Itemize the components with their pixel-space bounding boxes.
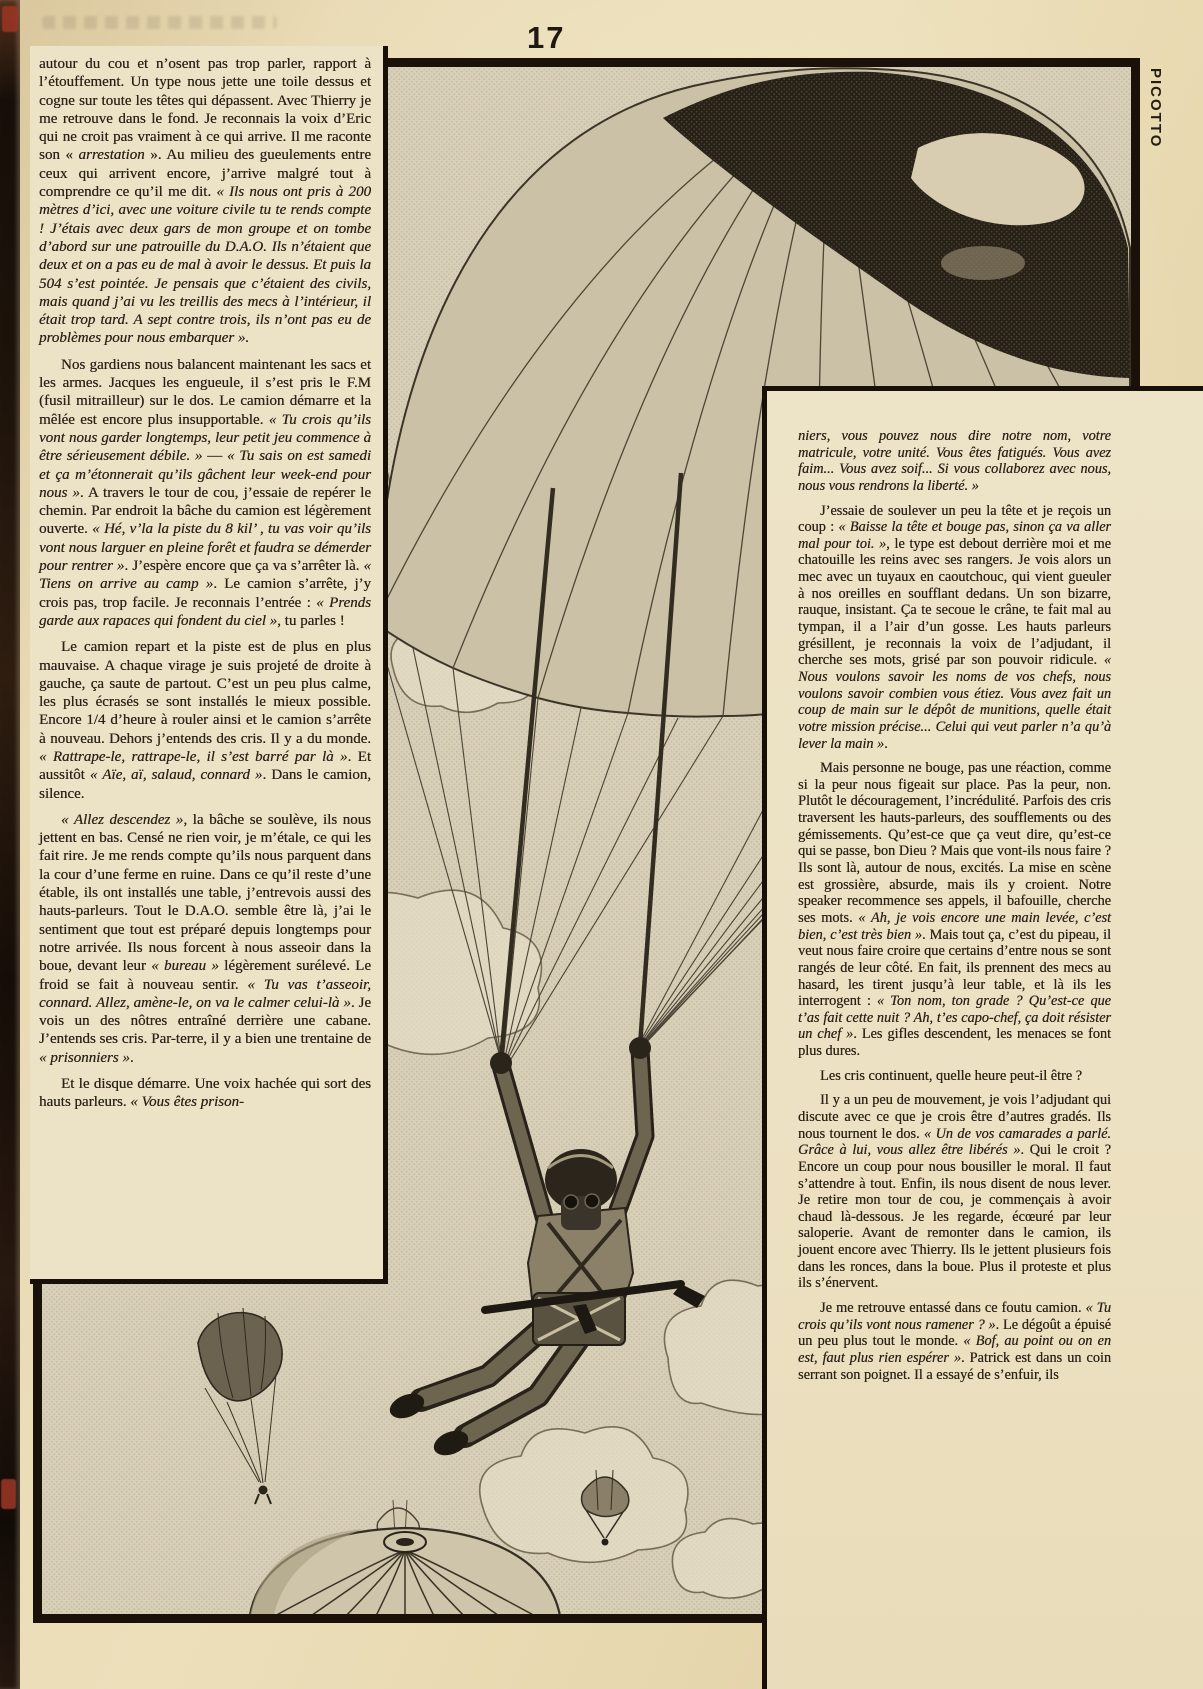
paragraph: Je me retrouve entassé dans ce foutu camion. « Tu crois qu’ils vont nous ramener ? ». Le dégoût a épuisé un peu plus tout le monde. « Bof, au point ou on en est, faut plus rien espérer ». Patrick est dans un coin serrant son poignet. Il a essayé de s’enfuir, ils xyxy=(798,1300,1112,1383)
paragraph: Le camion repart et la piste est de plus en plus mauvaise. A chaque virage je suis projeté de droite à gauche, ça saute de partout. C’est un peu plus calme, les plus écrasés se sont installés le mieux possible. Encore 1/4 d’heure à rouler ainsi et le camion s’arrête à nouveau. Dehors j’entends des cris. Il y a du monde. « Rattrape-le, rattrape-le, il s’est barré par là ». Et aussitôt « Aïe, aï, salaud, connard ». Dans le camion, silence. xyxy=(39,639,371,802)
left-text-column xyxy=(30,46,388,1284)
paragraph: Et le disque démarre. Une voix hachée qui sort des hauts parleurs. « Vous êtes prison- xyxy=(39,1076,371,1111)
red-ink-mark xyxy=(1,1479,16,1509)
page-number: 17 xyxy=(527,20,566,55)
binding-strip xyxy=(0,0,20,1689)
paragraph: autour du cou et n’osent pas trop parler, rapport à l’étouffement. Un type nous jette une toile dessus et cogne sur toute les têtes qui dépassent. Avec Thierry je me retrouve dans le fond. Je reconnais la voix d’Eric qui ne croit pas vraiment à ce qui arrive. Il me raconte son « arrestation ». Au milieu des gueulements entre ceux qui arrivent encore, j’arrive malgré tout à comprendre ce qu’il me dit. « Ils nous ont pris à 200 mètres d’ici, avec une voiture civile tu te rends compte ! J’étais avec deux gars de mon groupe et on tombe d’abord sur une patrouille du D.A.O. Ils n’étaient que deux et on a pas eu de mal à avoir le dessus. Et puis la 504 s’est pointée. Je pensais que c’étaient des civils, mais quand j’ai vu les treillis des mecs à l’intérieur, il était trop tard. A sept contre trois, ils n’ont pas eu de problèmes pour nous embarquer ». xyxy=(39,56,372,347)
paragraph: Nos gardiens nous balancent maintenant les sacs et les armes. Jacques les engueule, il s’est pris le F.M (fusil mitrailleur) sur le dos. Le camion démarre et la mêlée est encore plus insupportable. « Tu crois qu’ils vont nous garder longtemps, leur petit jeu commence à être sérieusement débile. » — « Tu sais on est samedi et ça m’étonnerait qu’ils gâchent leur week-end pour nous ». A travers le tour de cou, j’essaie de repérer le chemin. Par endroit la bâche du camion est légèrement ouverte. « Hé, v’la la piste du 8 kil’ , tu vas voir qu’ils vont nous larguer en pleine forêt et faudra se démerder pour rentrer ». J’espère encore que ça va s’arrêter là. « Tiens on arrive au camp ». Le camion s’arrête, j’y crois pas, trop facile. Je reconnais l’entrée : « Prends garde aux rapaces qui fondent du ciel », tu parles ! xyxy=(39,356,371,629)
hand xyxy=(629,1037,651,1059)
hand xyxy=(490,1052,512,1074)
paragraph: Il y a un peu de mouvement, je vois l’adjudant qui discute avec ce que je crois être d’autres gradés. Ils nous tournent le dos. « Un de vos camarades a parlé. Grâce à lui, vous allez être libérés ». Qui le croit ? Encore un coup pour nous bousiller le moral. Il faut s’attendre à tout. Enfin, ils nous disent de nous lever. Je retire mon tour de cou, je commençais à avoir chaud là-dessous. Je les regarde, écœuré par leur saloperie. Avant de remonter dans le camion, ils jouent encore avec Thierry. Ils le jettent plusieurs fois dans les ronces, dans la boue. Plus il proteste et plus ils s’énervent. xyxy=(798,1092,1111,1292)
red-ink-mark xyxy=(2,6,18,32)
right-text-column xyxy=(762,386,1203,1689)
paragraph: J’essaie de soulever un peu la tête et je reçois un coup : « Baisse la tête et bouge pas, sinon ça va aller mal pour toi. », le type est debout derrière moi et me chatouille les reins avec ses rangers. Je vois alors un mec avec un tuyaux en caoutchouc, qui vient gueuler à nos oreilles en soufflant dedans. Un son bizarre, rauque, insistant. Ça te secoue le crâne, te fait mal au tympan, il a l’air d’un gosse. Les hauts parleurs grésillent, je reconnais la voix de l’adjudant, il cherche ses mots, grisé par son pouvoir ridicule. « Nous voulons savoir les noms de vos chefs, nous voulons savoir combien vous étiez. Vous avez fait un coup de main sur le dépôt de munitions, quelle était votre mission précise... Celui qui veut parler n’a qu’à lever la main ». xyxy=(798,502,1111,752)
paragraph: « Allez descendez », la bâche se soulève, ils nous jettent en bas. Censé ne rien voir, je m’étale, ce qui les fait rire. Je me rends compte qu’ils nous parquent dans la cour d’une ferme en ruine. Dans ce qu’il reste d’une étable, ils ont installés une table, j’entrevois aussi des hauts-parleurs. Tout le D.A.O. semble être là, j’ai le sentiment que tout est préparé depuis longtemps pour notre arrivée. Ils nous forcent à nous asseoir dans la boue, devant leur « bureau » légèrement surélevé. Le froid se fait à nouveau sentir. « Tu vas t’asseoir, connard. Allez, amène-le, on va le calmer celui-là ». Je vois un des nôtres entraîné derrière une cabane. J’entends ses cris. Par-terre, il y a bien une trentaine de « prisonniers ». xyxy=(39,811,372,1066)
goggle xyxy=(564,1195,578,1209)
paragraph: Les cris continuent, quelle heure peut-il être ? xyxy=(820,1067,1083,1084)
show-through-smudge xyxy=(42,16,277,29)
paragraph: Mais personne ne bouge, pas une réaction, comme si la peur nous figeait sur place. Pas la peur, non. Plutôt le découragement, l’incrédulité. Parfois des cris traversent les hauts-parleurs, des soufflements ou des gémissements. Qu’est-ce que ça veut dire, qu’est-ce qui se passe, bon Dieu ? Mais que vont-ils nous faire ? Ils sont là, autour de nous, excités. La mise en scène est grossière, absurde, mais ils y croient. Notre speaker recommence ses appels, il bafouille, cherche ses mots. « Ah, je vois encore une main levée, c’est bien, c’est très bien ». Mais tout ça, c’est du pipeau, il veut nous faire croire que certains d’entre nous se sont rangés de leur côté. En fait, ils prennent des mecs au hasard, les tirent jusqu’à leur table, et là ils les interrogent : « Ton nom, ton grade ? Qu’est-ce que t’as fait cette nuit ? Ah, t’es capo-chef, ça doit résister un chef ». Les gifles descendent, les menaces se font plus dures. xyxy=(798,760,1112,1060)
goggle xyxy=(585,1194,599,1208)
paragraph: niers, vous pouvez nous dire notre nom, votre matricule, votre unité. Vous êtes fatigués. Vous avez faim... Vous avez soif... Si vous collaborez avec nous, nous vous rendrons la liberté. » xyxy=(798,428,1111,494)
artist-credit: PICOTTO xyxy=(1147,68,1164,149)
